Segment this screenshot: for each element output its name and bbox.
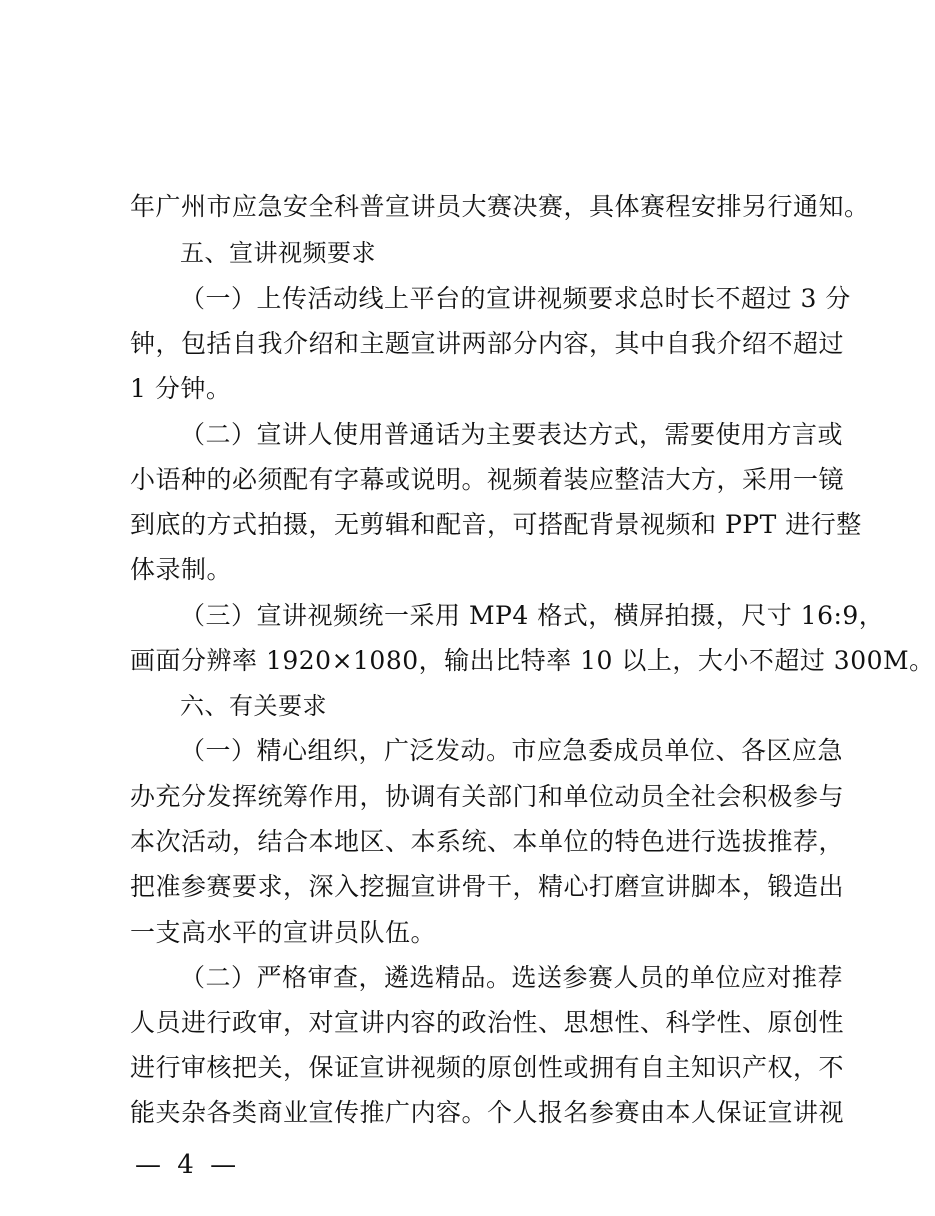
paragraph-line: （一）精心组织，广泛发动。市应急委成员单位、各区应急 [180,736,844,765]
paragraph-line: 到底的方式拍摄，无剪辑和配音，可搭配背景视频和 PPT 进行整 [130,510,862,539]
paragraph-line: （一）上传活动线上平台的宣讲视频要求总时长不超过 3 分 [180,284,851,313]
page-number: — 4 — [135,1150,241,1180]
paragraph-line: 能夹杂各类商业宣传推广内容。个人报名参赛由本人保证宣讲视 [130,1098,845,1127]
paragraph-line: 小语种的必须配有字幕或说明。视频着装应整洁大方，采用一镜 [130,465,845,494]
paragraph-line: （二）严格审查，遴选精品。选送参赛人员的单位应对推荐 [180,963,844,992]
section-heading-video-requirements: 五、宣讲视频要求 [180,239,376,267]
paragraph-line: 把准参赛要求，深入挖掘宣讲骨干，精心打磨宣讲脚本，锻造出 [130,872,845,901]
paragraph-line: 年广州市应急安全科普宣讲员大赛决赛，具体赛程安排另行通知。 [130,192,870,221]
paragraph-line: 本次活动，结合本地区、本系统、本单位的特色进行选拔推荐， [130,827,845,856]
paragraph-line: （二）宣讲人使用普通话为主要表达方式，需要使用方言或 [180,420,844,449]
section-heading-related-requirements: 六、有关要求 [180,692,327,720]
paragraph-line: 办充分发挥统筹作用，协调有关部门和单位动员全社会积极参与 [130,782,845,811]
paragraph-line: 进行审核把关，保证宣讲视频的原创性或拥有自主知识产权，不 [130,1053,845,1082]
paragraph-line: 一支高水平的宣讲员队伍。 [130,918,437,947]
paragraph-line: 1 分钟。 [130,374,232,403]
paragraph-line: 体录制。 [130,555,233,584]
paragraph-line: 人员进行政审，对宣讲内容的政治性、思想性、科学性、原创性 [130,1008,845,1037]
paragraph-line: 钟，包括自我介绍和主题宣讲两部分内容，其中自我介绍不超过 [130,329,845,358]
paragraph-line: 画面分辨率 1920×1080，输出比特率 10 以上，大小不超过 300M。 [130,646,935,675]
paragraph-line: （三）宣讲视频统一采用 MP4 格式，横屏拍摄，尺寸 16:9， [180,601,885,630]
